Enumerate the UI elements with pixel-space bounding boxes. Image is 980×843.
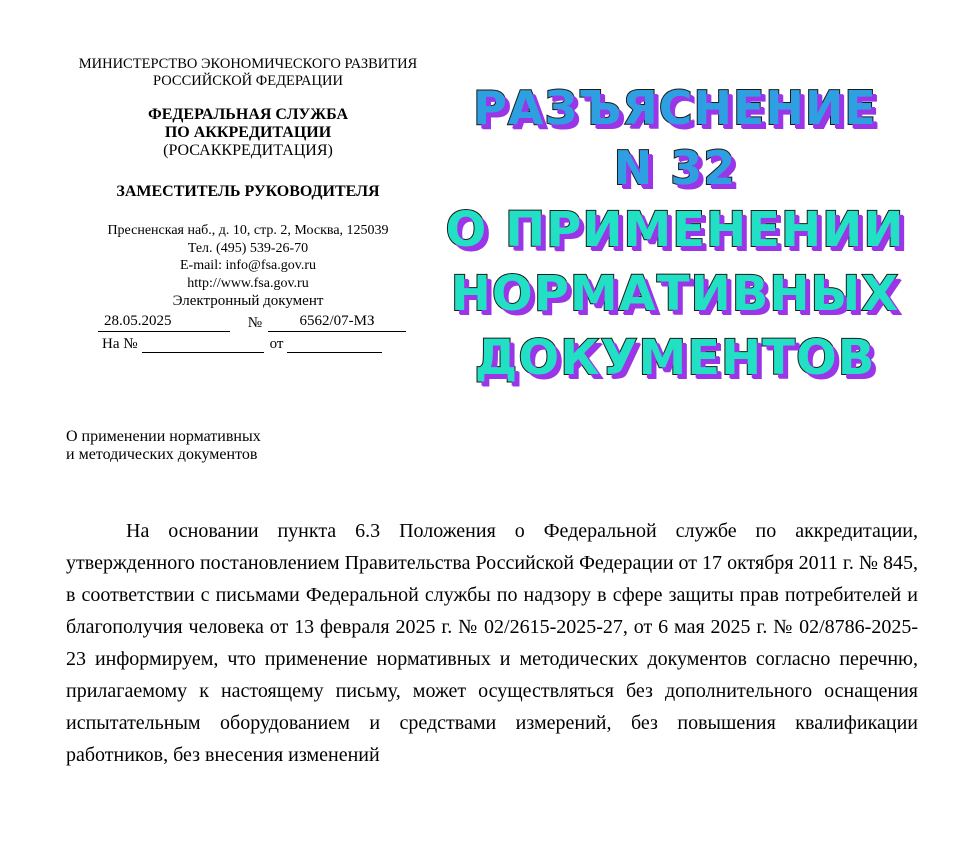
website: http://www.fsa.gov.ru	[187, 275, 309, 291]
banner-line-4: НОРМАТИВНЫХ	[450, 266, 900, 322]
ministry-name	[60, 56, 436, 90]
reference-date-label: от	[269, 336, 284, 352]
service-line-2: ПО АККРЕДИТАЦИИ	[164, 124, 332, 141]
service-name	[60, 106, 436, 142]
banner-line-1: РАЗЪЯСНЕНИЕ	[473, 81, 877, 135]
document-date: 28.05.2025	[98, 312, 230, 332]
ministry-line-2: РОССИЙСКОЙ ФЕДЕРАЦИИ	[153, 73, 343, 89]
letterhead	[60, 56, 436, 353]
overlay-banner	[430, 78, 920, 390]
phone: Тел. (495) 539-26-70	[187, 240, 309, 256]
address: Пресненская наб., д. 10, стр. 2, Москва, 125039	[107, 223, 389, 238]
banner-line-2: N 32	[613, 141, 737, 195]
subject-line-1: О применении нормативных	[66, 428, 261, 445]
document-number: 6562/07-МЗ	[268, 312, 406, 332]
ministry-line-1: МИНИСТЕРСТВО ЭКОНОМИЧЕСКОГО РАЗВИТИЯ	[78, 56, 418, 72]
contact-info	[60, 222, 436, 292]
reference-line	[60, 335, 436, 353]
banner-line-5: ДОКУМЕНТОВ	[474, 330, 876, 386]
body-paragraph: На основании пункта 6.3 Положения о Федеральной службе по аккредитации, утвержденного постановлением Правительства Российской Федерации от 17 октября 2011 г. № 845, в соответствии с письмами Федеральной службы по надзору в сфере защиты прав потребителей и благополучия человека от 13 февраля 2025 г. № 02/2615-2025-27, от 6 мая 2025 г. № 02/8786-2025-23 информируем, что применение нормативных и методических документов согласно перечню, прилагаемому к настоящему письму, может осуществляться без дополнительного оснащения испытательным оборудованием и средствами измерений, без повышения квалификации работников, без внесения изменений	[66, 520, 918, 766]
email: E-mail: info@fsa.gov.ru	[179, 258, 316, 273]
electronic-document-label: Электронный документ	[172, 293, 324, 309]
reference-date-blank	[287, 337, 382, 353]
service-line-1: ФЕДЕРАЛЬНАЯ СЛУЖБА	[148, 106, 348, 123]
letter-subject	[66, 428, 261, 464]
number-label: №	[247, 315, 262, 331]
subject-line-2: и методических документов	[66, 446, 258, 463]
reference-number-label: На №	[102, 336, 138, 352]
reference-number-blank	[142, 337, 264, 353]
signatory-position: ЗАМЕСТИТЕЛЬ РУКОВОДИТЕЛЯ	[116, 183, 380, 200]
banner-line-3: О ПРИМЕНЕНИИ	[445, 202, 905, 258]
registration-line	[60, 312, 436, 332]
service-abbreviation: (РОСАККРЕДИТАЦИЯ)	[163, 142, 333, 159]
